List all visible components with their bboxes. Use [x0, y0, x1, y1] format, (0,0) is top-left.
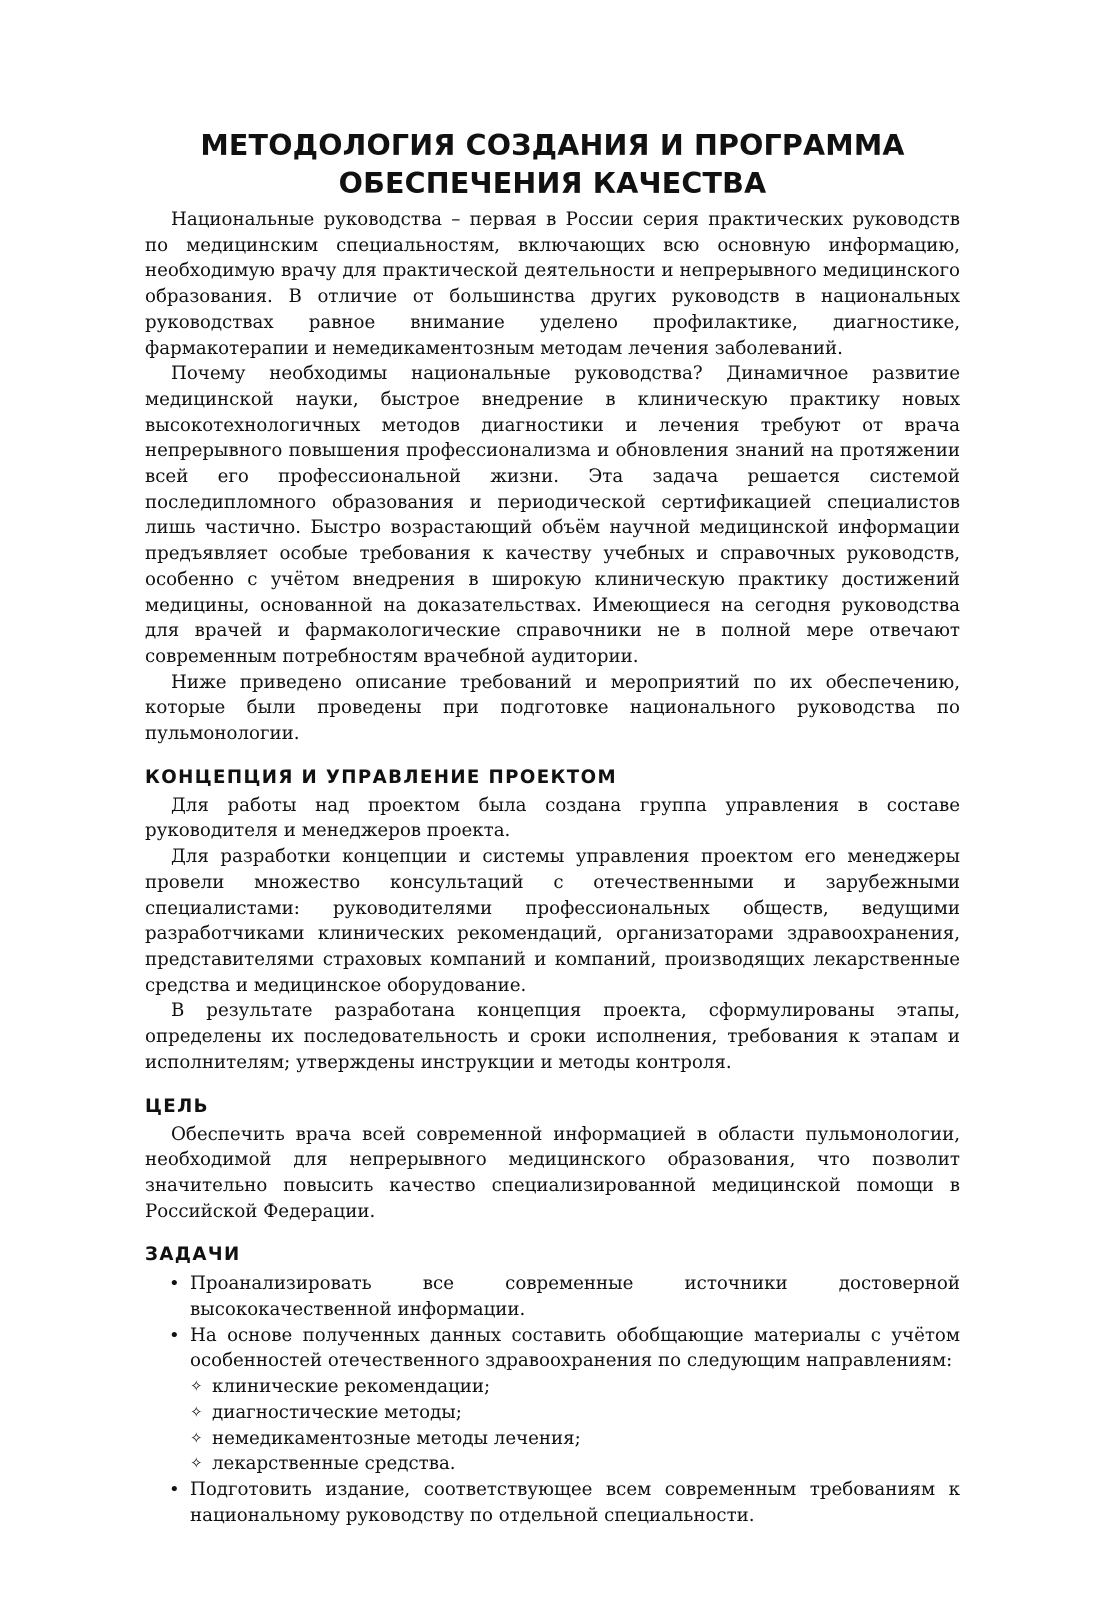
intro-paragraph-2: Почему необходимы национальные руководства? Динамичное развитие медицинской науки, быстрое внедрение в клиническую практику новых высокотехнологичных методов диагностики и лечения требуют от врача непрерывного повышения профессионализма и обновления знаний на протяжении всей его профессиональной жизни. Эта задача решается системой последипломного образования и периодической сертификацией специалистов лишь частично. Быстро возрастающий объём научной медицинской информации предъявляет особые требования к качеству учебных и справочных руководств, особенно с учётом внедрения в широкую клиническую практику достижений медицины, основанной на доказательствах. Имеющиеся на сегодня руководства для врачей и фармакологические справочники не в полной мере отвечают современным потребностям врачебной аудитории. — [145, 363, 960, 667]
goal-heading: ЦЕЛЬ — [145, 1095, 209, 1117]
concept-heading: КОНЦЕПЦИЯ И УПРАВЛЕНИЕ ПРОЕКТОМ — [145, 766, 617, 788]
task-item-1-text: Проанализировать все современные источники достоверной высококачественной информации. — [190, 1273, 960, 1321]
tasks-list — [145, 1271, 960, 1528]
concept-paragraph-3: В результате разработана концепция проекта, сформулированы этапы, определены их последовательность и сроки исполнения, требования к этапам и исполнителям; утверждены инструкции и методы контроля. — [145, 1000, 960, 1073]
goal-section — [145, 1094, 960, 1225]
diamond-bullet-icon: ✧ — [190, 1377, 203, 1396]
task-subitem-3-text: немедикаментозные методы лечения; — [212, 1427, 581, 1449]
task-subitem-4-text: лекарственные средства. — [212, 1453, 456, 1475]
tasks-section — [145, 1242, 960, 1528]
bullet-icon: • — [169, 1478, 180, 1500]
intro-paragraph-3: Ниже приведено описание требований и мероприятий по их обеспечению, которые были проведены при подготовке национального руководства по пульмонологии. — [145, 671, 960, 745]
bullet-icon: • — [169, 1324, 180, 1346]
diamond-bullet-icon: ✧ — [190, 1402, 203, 1421]
page-title — [145, 127, 960, 203]
task-subitem-2-text: диагностические методы; — [212, 1401, 462, 1423]
task-item-3 — [145, 1477, 960, 1528]
task-subitem-3 — [190, 1426, 960, 1452]
intro-section — [145, 207, 960, 747]
task-subitems-list — [190, 1374, 960, 1477]
intro-paragraph-1: Национальные руководства – первая в России серия практических руководств по медицинским специальностям, включающих всю основную информацию, необходимую врачу для практической деятельности и непрерывного медицинского образования. В отличие от большинства других руководств в национальных руководствах равное внимание уделено профилактике, диагностике, фармакотерапии и немедикаментозным методам лечения заболеваний. — [145, 209, 960, 359]
task-item-1 — [145, 1271, 960, 1322]
diamond-bullet-icon: ✧ — [190, 1454, 203, 1473]
task-item-2-text: На основе полученных данных составить обобщающие материалы с учётом особенностей отечественного здравоохранения по следующим направлениям: — [190, 1324, 960, 1372]
page-title-line-2: ОБЕСПЕЧЕНИЯ КАЧЕСТВА — [338, 167, 767, 200]
tasks-heading: ЗАДАЧИ — [145, 1244, 241, 1266]
task-item-2 — [145, 1323, 960, 1477]
task-subitem-1 — [190, 1374, 960, 1400]
bullet-icon: • — [169, 1273, 180, 1295]
diamond-bullet-icon: ✧ — [190, 1428, 203, 1447]
concept-section — [145, 765, 960, 1076]
task-subitem-2 — [190, 1400, 960, 1426]
task-subitem-1-text: клинические рекомендации; — [212, 1376, 491, 1398]
task-subitem-4 — [190, 1451, 960, 1477]
concept-paragraph-1: Для работы над проектом была создана группа управления в составе руководителя и менеджеров проекта. — [145, 794, 960, 842]
task-item-3-text: Подготовить издание, соответствующее всем современным требованиям к национальному руководству по отдельной специальности. — [190, 1478, 960, 1526]
concept-paragraph-2: Для разработки концепции и системы управления проектом его менеджеры провели множество консультаций с отечественными и зарубежными специалистами: руководителями профессиональных обществ, ведущими разработчиками клинических рекомендаций, организаторами здравоохранения, представителями страховых компаний и компаний, производящих лекарственные средства и медицинское оборудование. — [145, 846, 960, 996]
goal-paragraph: Обеспечить врача всей современной информацией в области пульмонологии, необходимой для непрерывного медицинского образования, что позволит значительно повысить качество специализированной медицинской помощи в Российской Федерации. — [145, 1123, 960, 1222]
page-title-line-1: МЕТОДОЛОГИЯ СОЗДАНИЯ И ПРОГРАММА — [200, 129, 905, 162]
